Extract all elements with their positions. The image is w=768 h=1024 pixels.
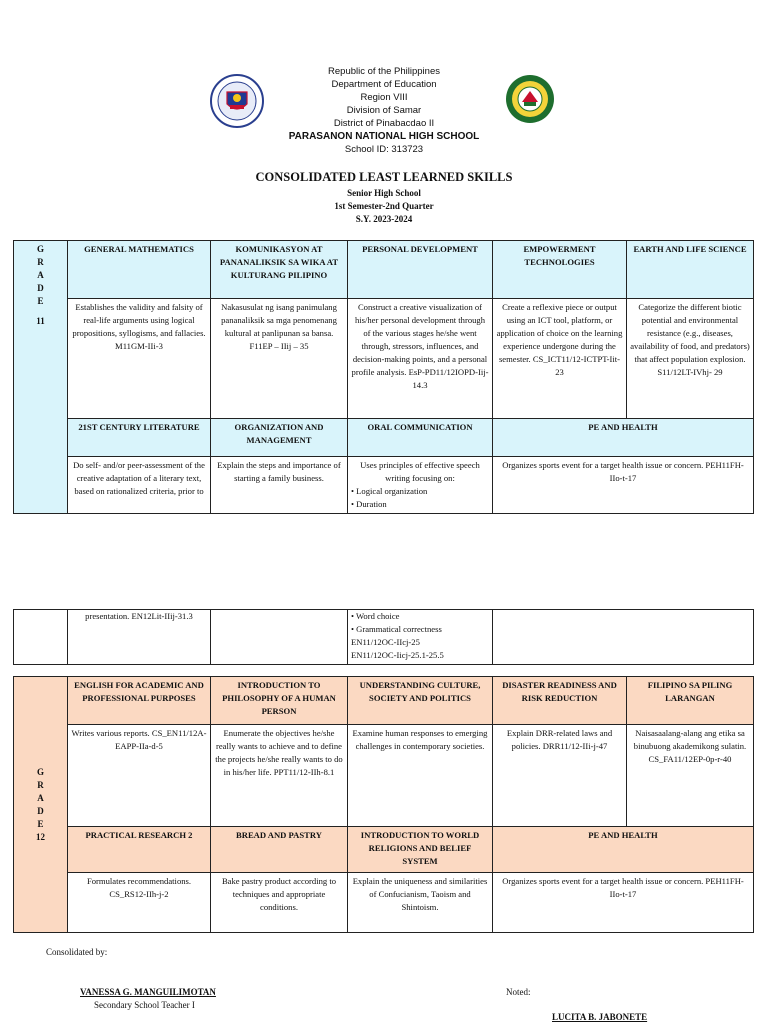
subject-header: GENERAL MATHEMATICS: [68, 241, 211, 299]
consolidator-name-text: VANESSA G. MANGUILIMOTAN: [80, 987, 216, 997]
skill-cell: Formulates recommendations. CS_RS12-IIh-j-2: [68, 873, 211, 933]
bullet-item: • Word choice: [351, 611, 400, 621]
consolidated-by-label: Consolidated by:: [46, 947, 108, 957]
skill-cell: Organizes sports event for a target health issue or concern. PEH11FH-IIo-t-17: [493, 873, 754, 933]
skill-cell: Examine human responses to emerging challenges in contemporary societies.: [348, 725, 493, 827]
header-line: Region VIII: [360, 92, 408, 103]
subtitle-semester: 1st Semester-2nd Quarter: [334, 201, 434, 211]
header-line: Department of Education: [331, 79, 437, 90]
consolidator-position: Secondary School Teacher I: [94, 1000, 195, 1010]
grade-letter: R: [37, 257, 44, 267]
subject-header: PE AND HEALTH: [493, 419, 754, 457]
empty-cell: [493, 610, 754, 665]
consolidator-name: [80, 987, 216, 997]
skill-cell: Writes various reports. CS_EN11/12A-EAPP-IIa-d-5: [68, 725, 211, 827]
grade12-label: [14, 677, 68, 933]
grade-letter: E: [37, 296, 44, 306]
grade11-continuation-table: [13, 609, 754, 665]
skill-cell: Explain DRR-related laws and policies. DRR11/12-IIi-j-47: [493, 725, 627, 827]
bullet-item: • Duration: [351, 499, 387, 509]
grade-letter: R: [37, 779, 44, 790]
skill-cell: Bake pastry product according to techniques and appropriate conditions.: [211, 873, 348, 933]
subject-header: INTRODUCTION TO WORLD RELIGIONS AND BELIEF SYSTEM: [348, 827, 493, 873]
subject-header: FILIPINO SA PILING LARANGAN: [627, 677, 754, 725]
subject-header: UNDERSTANDING CULTURE, SOCIETY AND POLITICS: [348, 677, 493, 725]
bullet-item: • Grammatical correctness: [351, 624, 442, 634]
subject-header: ORAL COMMUNICATION: [348, 419, 493, 457]
skill-cell: Nakasusulat ng isang panimulang pananaliksik sa mga penomenang kultural at panlipunan sa bansa. F11EP – IIij – 35: [211, 299, 348, 419]
header-line: Division of Samar: [346, 105, 422, 116]
noted-by-name-text: LUCITA B. JABONETE: [552, 1012, 648, 1022]
subtitle-level: Senior High School: [347, 188, 421, 198]
subject-header: ENGLISH FOR ACADEMIC AND PROFESSIONAL PURPOSES: [68, 677, 211, 725]
grade-letter: G: [36, 244, 44, 254]
empty-cell: [211, 610, 348, 665]
grade-letter: A: [37, 270, 44, 280]
empty-cell: [14, 610, 68, 665]
grade12-table: [13, 676, 754, 933]
subject-header: PE AND HEALTH: [493, 827, 754, 873]
document-header: [0, 65, 768, 156]
code-item: EN11/12OC-Iicj-25.1-25.5: [351, 650, 444, 660]
grade11-label: [14, 241, 68, 514]
subject-header: 21ST CENTURY LITERATURE: [68, 419, 211, 457]
subject-header: INTRODUCTION TO PHILOSOPHY OF A HUMAN PERSON: [211, 677, 348, 725]
subject-header: DISASTER READINESS AND RISK REDUCTION: [493, 677, 627, 725]
subject-header: BREAD AND PASTRY: [211, 827, 348, 873]
grade-letter: A: [37, 792, 44, 803]
skill-cell: Categorize the different biotic potential and environmental resistance (e.g., diseases, availability of food, and predators) that affect population explosion. S11/12LT-IVhj- 29: [627, 299, 754, 419]
skill-cell: [348, 610, 493, 665]
skill-cell: Construct a creative visualization of his/her personal development through of the various stages he/she went through, stressors, influences, and decision-making points, and a personal profile analysis. EsP-PD11/12IOPD-Iij-14.3: [348, 299, 493, 419]
subject-header: ORGANIZATION AND MANAGEMENT: [211, 419, 348, 457]
subject-header: PERSONAL DEVELOPMENT: [348, 241, 493, 299]
grade-number: 12: [36, 831, 45, 842]
grade-letter: D: [37, 805, 44, 816]
noted-by-name: [552, 1012, 647, 1022]
grade-number: 11: [36, 316, 45, 326]
bullet-item: • Logical organization: [351, 486, 428, 496]
skill-cell: Explain the steps and importance of starting a family business.: [211, 457, 348, 514]
subject-header: KOMUNIKASYON AT PANANALIKSIK SA WIKA AT KULTURANG PILIPINO: [211, 241, 348, 299]
school-name: PARASANON NATIONAL HIGH SCHOOL: [288, 131, 480, 142]
skill-cell: Enumerate the objectives he/she really wants to achieve and to define the projects he/she really wants to do in his/her life. PPT11/12-IIh-8.1: [211, 725, 348, 827]
skill-cell: Do self- and/or peer-assessment of the creative adaptation of a literary text, based on rationalized criteria, prior to: [68, 457, 211, 514]
subject-header: EMPOWERMENT TECHNOLOGIES: [493, 241, 627, 299]
code-item: EN11/12OC-IIcj-25: [351, 637, 420, 647]
grade-letter: G: [36, 766, 44, 777]
school-id: School ID: 313723: [344, 144, 424, 155]
document-title: CONSOLIDATED LEAST LEARNED SKILLS: [255, 170, 513, 184]
grade-letter: D: [37, 283, 44, 293]
document-subtitles: [0, 187, 768, 226]
header-line: District of Pinabacdao II: [333, 118, 435, 129]
skill-cell: presentation. EN12Lit-IIij-31.3: [68, 610, 211, 665]
header-line: Republic of the Philippines: [328, 66, 440, 77]
skill-cell: Establishes the validity and falsity of real-life arguments using logical propositions, syllogisms, and fallacies. M11GM-IIi-3: [68, 299, 211, 419]
subtitle-school-year: S.Y. 2023-2024: [355, 214, 413, 224]
skill-cell: Organizes sports event for a target health issue or concern. PEH11FH-IIo-t-17: [493, 457, 754, 514]
noted-label: Noted:: [506, 987, 531, 997]
grade11-table: [13, 240, 754, 514]
skill-text: Uses principles of effective speech writing focusing on:: [360, 460, 480, 483]
subject-header: PRACTICAL RESEARCH 2: [68, 827, 211, 873]
subject-header: EARTH AND LIFE SCIENCE: [627, 241, 754, 299]
grade-letter: E: [37, 818, 44, 829]
skill-cell: Create a reflexive piece or output using an ICT tool, platform, or application of choice on the learning experience undergone during the semester. CS_ICT11/12-ICTPT-Iit-23: [493, 299, 627, 419]
skill-cell: Explain the uniqueness and similarities of Confucianism, Taoism and Shintoism.: [348, 873, 493, 933]
skill-cell: [348, 457, 493, 514]
skill-cell: Naisasaalang-alang ang etika sa binubuong akademikong sulatin. CS_FA11/12EP-0p-r-40: [627, 725, 754, 827]
